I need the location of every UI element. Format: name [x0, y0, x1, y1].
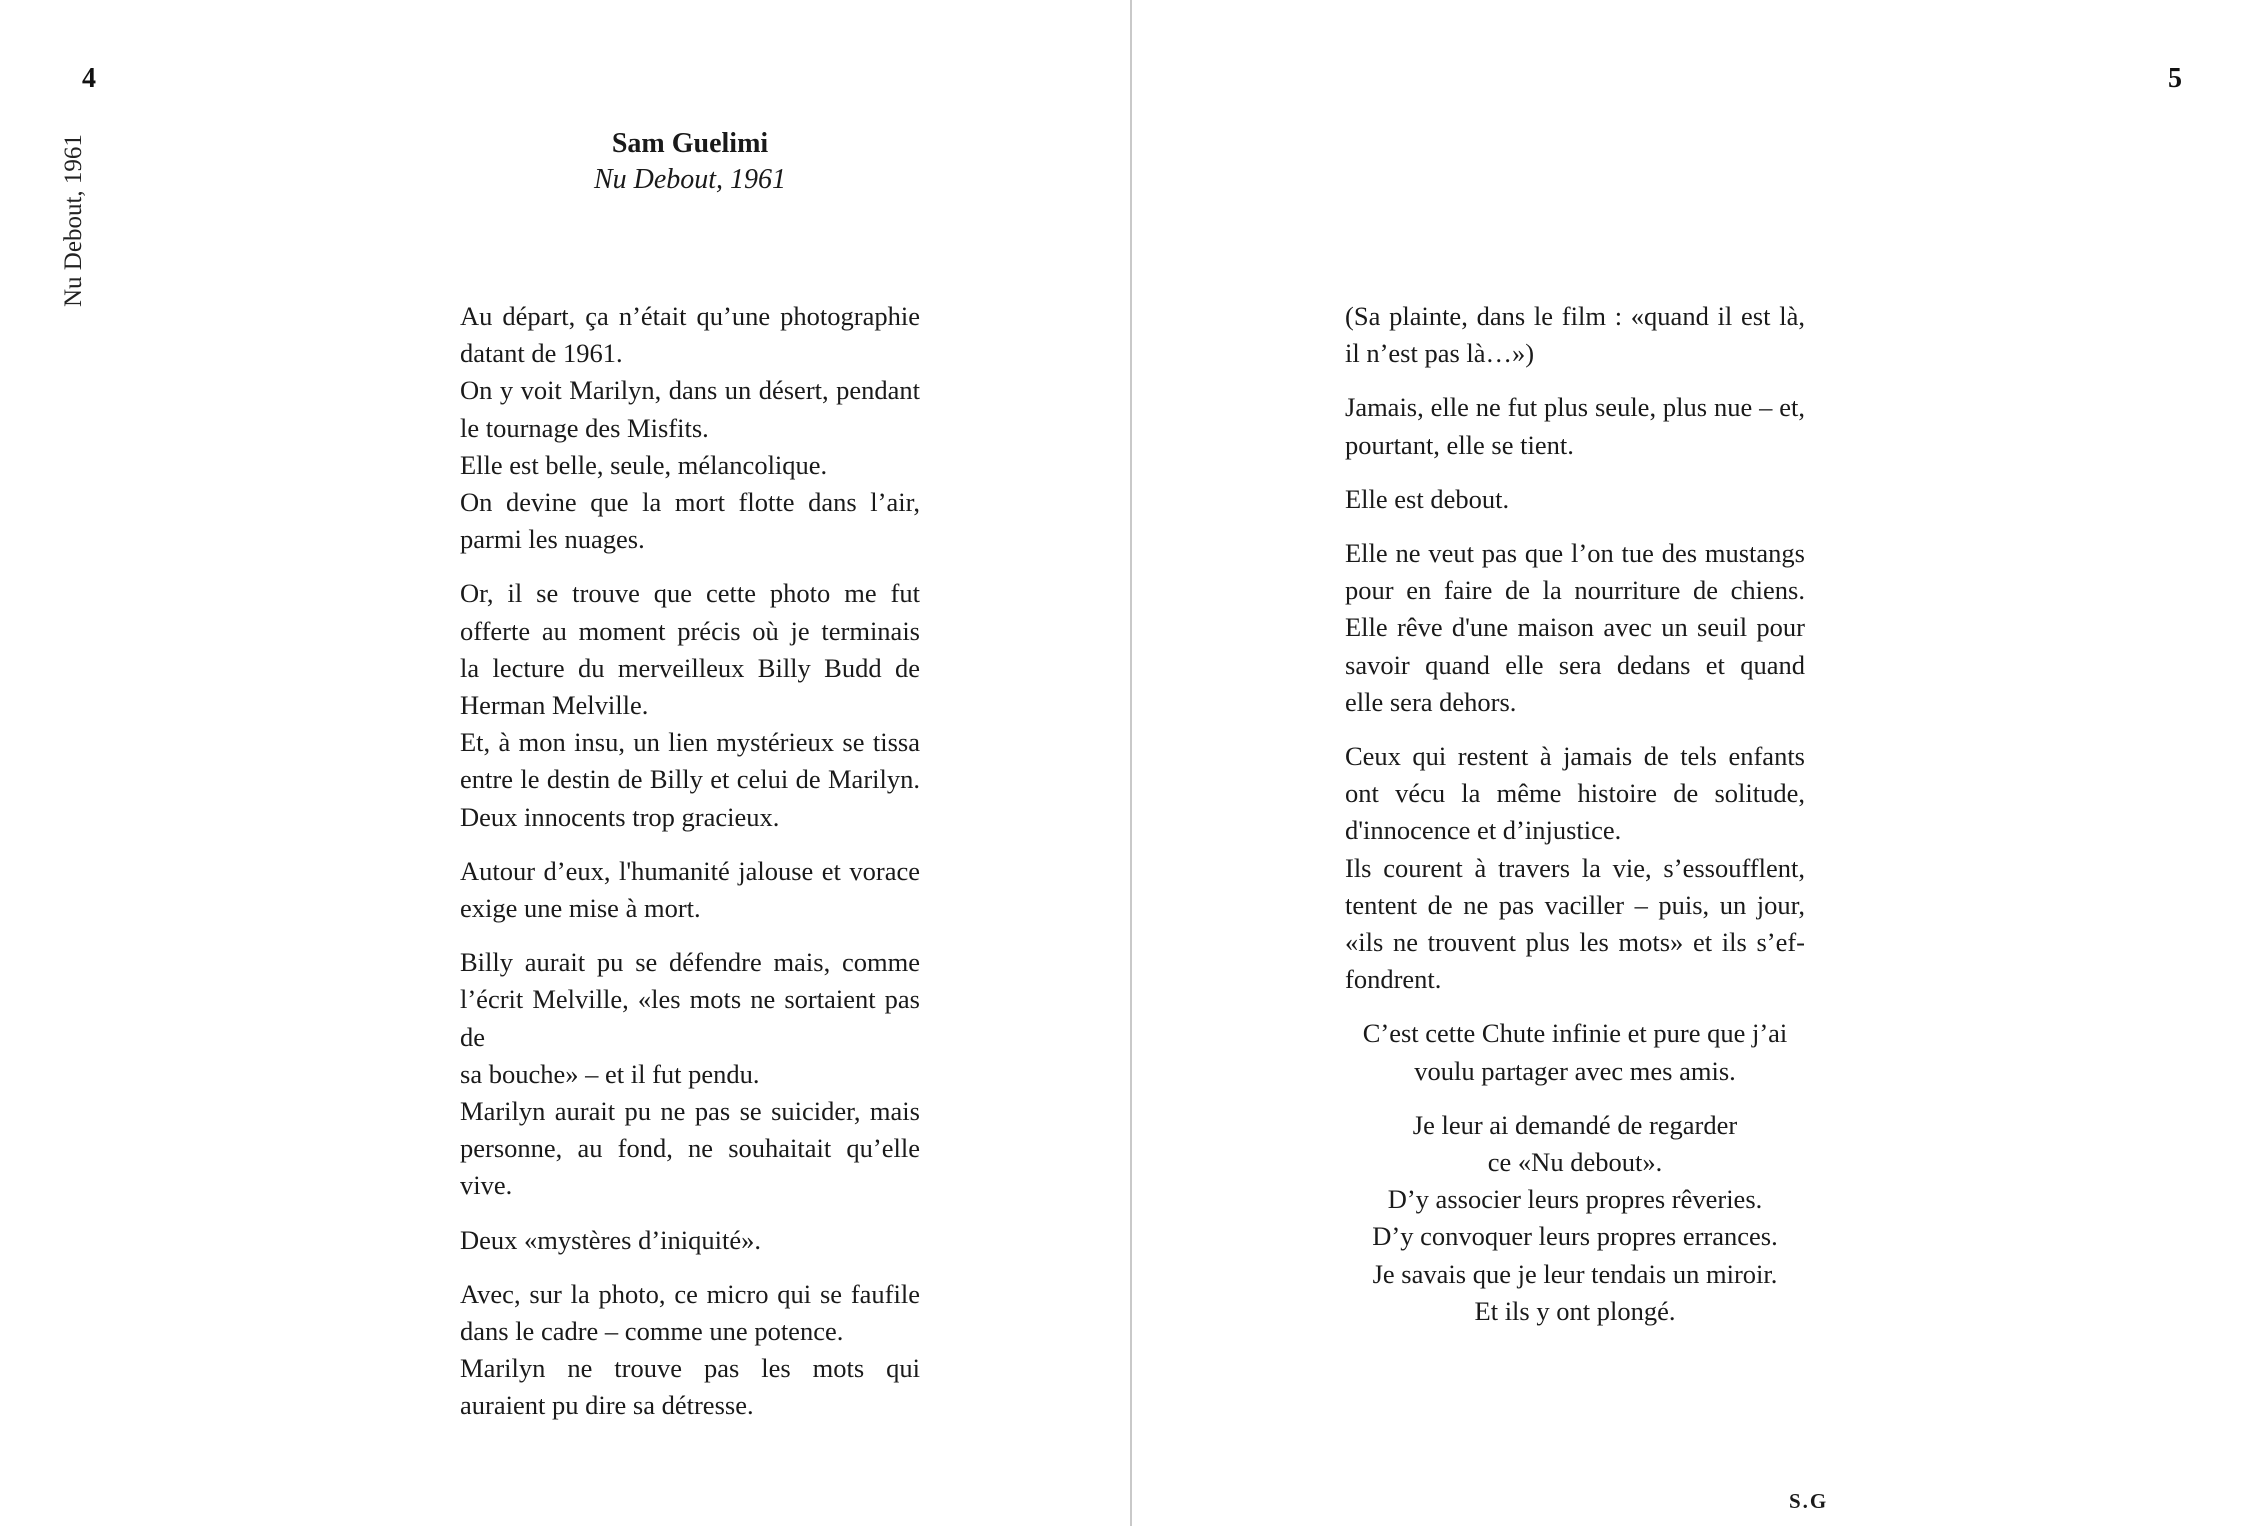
text-line: il n’est pas là…») — [1345, 338, 1535, 369]
text-line: datant de 1961. — [460, 338, 623, 369]
text-line: offerte au moment précis où je terminais — [460, 615, 920, 646]
text-line: sa bouche» – et il fut pendu. — [460, 1058, 760, 1089]
text-line: On devine que la mort flotte dans l’air, — [460, 487, 920, 518]
text-line: ce «Nu debout». — [1487, 1147, 1663, 1178]
text-line: tentent de ne pas vaciller – puis, un jour, — [1345, 889, 1805, 920]
gutter-divider — [1130, 0, 1132, 1526]
paragraph — [460, 575, 920, 835]
text-line: C’est cette Chute infinie et pure que j’ai — [1362, 1018, 1788, 1049]
text-line: exige une mise à mort. — [460, 893, 701, 924]
article-header — [460, 126, 920, 198]
paragraph — [1345, 481, 1805, 518]
text-line: Deux innocents trop gracieux. — [460, 801, 780, 832]
text-line: parmi les nuages. — [460, 524, 645, 555]
paragraph — [460, 944, 920, 1204]
text-line: pourtant, elle se tient. — [1345, 429, 1574, 460]
text-line: dans le cadre – comme une potence. — [460, 1316, 844, 1347]
text-line: Or, il se trouve que cette photo me fut — [460, 578, 920, 609]
text-line: la lecture du merveilleux Billy Budd de — [460, 652, 920, 683]
text-line: Et, à mon insu, un lien mystérieux se tissa — [460, 727, 920, 758]
text-line: fondrent. — [1345, 964, 1442, 995]
paragraph — [460, 1222, 920, 1259]
text-line: Elle est debout. — [1345, 483, 1510, 514]
right-page — [1134, 0, 2254, 1526]
text-line: Et ils y ont plongé. — [1474, 1295, 1676, 1326]
text-line: le tournage des Misfits. — [460, 412, 709, 443]
text-line: Je savais que je leur tendais un miroir. — [1372, 1258, 1778, 1289]
text-line: Elle est belle, seule, mélancolique. — [460, 449, 828, 480]
text-line: On y voit Marilyn, dans un désert, pendant — [460, 375, 920, 406]
text-line: auraient pu dire sa détresse. — [460, 1390, 754, 1421]
paragraph — [1345, 1107, 1805, 1330]
text-line: Deux «mystères d’iniquité». — [460, 1224, 762, 1255]
text-line: entre le destin de Billy et celui de Marilyn. — [460, 764, 920, 795]
page-number: 5 — [2168, 63, 2182, 94]
paragraph — [1345, 1015, 1805, 1089]
text-line: (Sa plainte, dans le film : «quand il est là, — [1345, 301, 1805, 331]
text-line: personne, au fond, ne souhaitait qu’elle vive. — [460, 1133, 920, 1201]
page-number: 4 — [82, 63, 96, 94]
text-line: Elle ne veut pas que l’on tue des mustangs — [1345, 538, 1805, 569]
right-body-text — [1345, 298, 1805, 1347]
text-line: Jamais, elle ne fut plus seule, plus nue – et, — [1345, 392, 1805, 423]
text-line: «ils ne trouvent plus les mots» et ils s’ef- — [1345, 927, 1805, 958]
text-line: Autour d’eux, l'humanité jalouse et vorace — [460, 855, 920, 886]
text-line: voulu partager avec mes amis. — [1414, 1055, 1736, 1086]
paragraph — [1345, 298, 1805, 372]
text-line: d'innocence et d’injustice. — [1345, 815, 1622, 846]
paragraph — [1345, 535, 1805, 721]
signature: S.G — [1789, 1489, 1829, 1513]
author-name: Sam Guelimi — [611, 128, 769, 159]
text-line: l’écrit Melville, «les mots ne sortaient pas de — [460, 984, 920, 1052]
text-line: Billy aurait pu se défendre mais, comme — [460, 947, 920, 978]
running-head: Nu Debout, 1961 — [60, 134, 87, 307]
text-line: ont vécu la même histoire de solitude, — [1345, 778, 1805, 809]
text-line: Ceux qui restent à jamais de tels enfants — [1345, 741, 1805, 772]
text-line: D’y associer leurs propres rêveries. — [1387, 1184, 1763, 1215]
paragraph — [460, 298, 920, 558]
text-line: pour en faire de la nourriture de chiens. — [1345, 575, 1805, 606]
text-line: Je leur ai demandé de regarder — [1412, 1109, 1738, 1140]
text-line: D’y convoquer leurs propres errances. — [1372, 1221, 1778, 1252]
text-line: Ils courent à travers la vie, s’essoufflent, — [1345, 852, 1805, 883]
text-line: Marilyn ne trouve pas les mots qui — [460, 1353, 920, 1384]
paragraph — [1345, 738, 1805, 998]
left-body-text — [460, 298, 920, 1442]
text-line: Marilyn aurait pu ne pas se suicider, mais — [460, 1096, 920, 1127]
text-line: Avec, sur la photo, ce micro qui se faufile — [460, 1278, 920, 1309]
paragraph — [1345, 389, 1805, 463]
paragraph — [460, 853, 920, 927]
text-line: savoir quand elle sera dedans et quand — [1345, 649, 1805, 680]
article-title: Nu Debout, 1961 — [593, 164, 787, 195]
text-line: Elle rêve d'une maison avec un seuil pour — [1345, 612, 1805, 643]
paragraph — [460, 1276, 920, 1425]
text-line: elle sera dehors. — [1345, 686, 1517, 717]
text-line: Herman Melville. — [460, 690, 649, 721]
text-line: Au départ, ça n’était qu’une photographie — [460, 301, 920, 331]
